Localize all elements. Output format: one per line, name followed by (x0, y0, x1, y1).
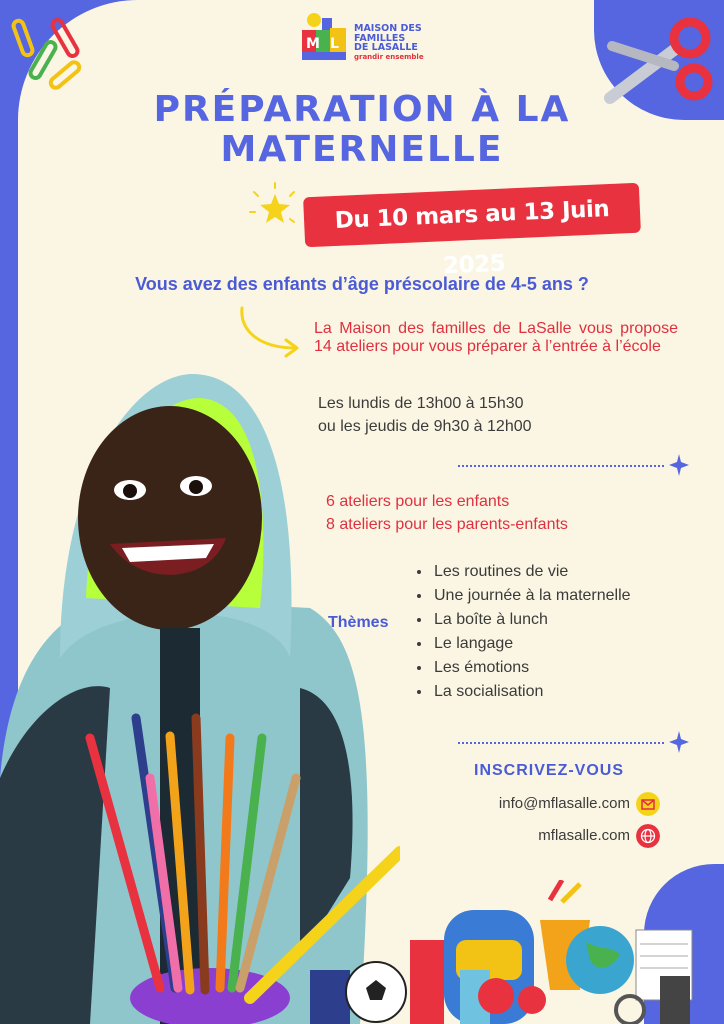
themes-label: Thèmes (328, 614, 389, 631)
list-item: • Les émotions (432, 656, 631, 680)
star-icon (248, 182, 302, 232)
list-item: • Le langage (432, 632, 631, 656)
list-item: • Une journée à la maternelle (432, 584, 631, 608)
logo-line-3: DE LASALLE (354, 42, 418, 53)
school-supplies-illustration (300, 880, 724, 1024)
logo-line-1: MAISON DES (354, 23, 422, 34)
register-heading: INSCRIVEZ-VOUS (474, 762, 625, 779)
email-icon[interactable] (636, 792, 660, 816)
title-line-2: MATERNELLE (220, 129, 504, 170)
schedule-monday: Les lundis de 13h00 à 15h30 (318, 395, 524, 412)
page-title (0, 90, 724, 170)
logo (300, 12, 430, 70)
arrow-icon (236, 304, 306, 360)
title-line-1: PRÉPARATION À LA (153, 89, 571, 130)
list-item: • La boîte à lunch (432, 608, 631, 632)
sparkle-icon (666, 729, 692, 755)
website-link[interactable]: mflasalle.com (538, 827, 630, 844)
date-badge: Du 10 mars au 13 Juin 2025 (303, 183, 641, 248)
svg-text:L: L (330, 36, 339, 52)
age-question: Vous avez des enfants d’âge préscolaire de 4-5 ans ? (135, 274, 589, 294)
sparkle-icon (666, 452, 692, 478)
intro-text: La Maison des familles de LaSalle vous propose 14 ateliers pour vous préparer à l’entrée à l’école (314, 320, 678, 355)
logo-mark-icon (300, 12, 352, 66)
logo-tagline: grandir ensemble (354, 52, 424, 61)
svg-text:M: M (306, 36, 320, 52)
paperclips-icon (10, 10, 90, 90)
themes-list (414, 560, 631, 704)
list-item: • La socialisation (432, 680, 631, 704)
workshops-parents: 8 ateliers pour les parents-enfants (326, 516, 568, 533)
dotted-divider (458, 742, 664, 744)
schedule-thursday: ou les jeudis de 9h30 à 12h00 (318, 418, 532, 435)
globe-icon[interactable] (636, 824, 660, 848)
logo-line-2: FAMILLES (354, 32, 406, 44)
logo-wordmark (354, 24, 424, 62)
list-item: • Les routines de vie (432, 560, 631, 584)
dotted-divider (458, 465, 664, 467)
workshops-children: 6 ateliers pour les enfants (326, 493, 510, 510)
email-link[interactable]: info@mflasalle.com (498, 795, 630, 812)
